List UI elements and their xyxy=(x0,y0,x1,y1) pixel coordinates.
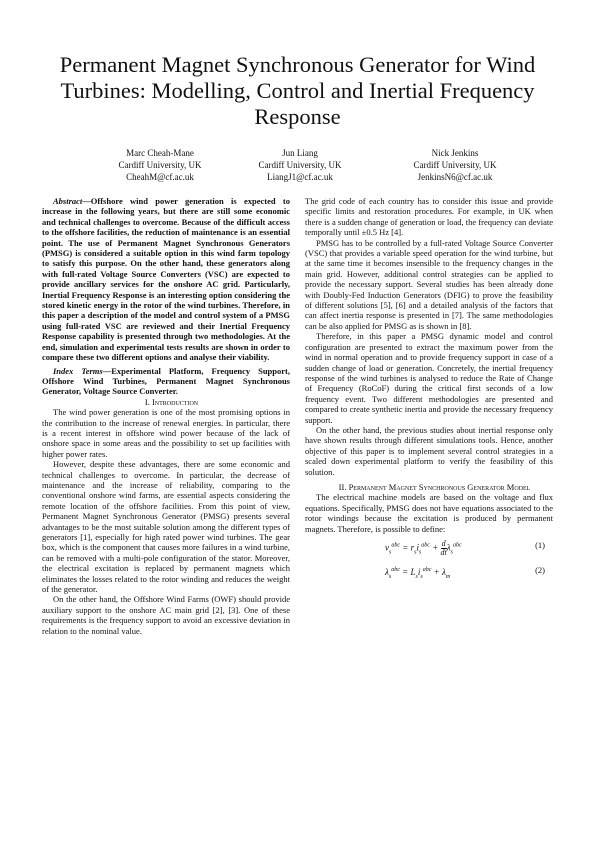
author-email: CheahM@cf.ac.uk xyxy=(126,172,194,182)
abstract-text: —Offshore wind power generation is expected to increase in the following years, but there are still some economic and technical challenges to overcome. Because of the difficult access to the offshore facilities, the reduction of maintenance is an essential point. The use of Permanent Magnet Synchronous Generators (PMSG) is considered a suitable option in this wind farm topology to satisfy this purpose. On the other hand, these generators along with full-rated Voltage Source Converters (VSC) are expected to provide ancillary services for the onshore AC grid. Particularly, Inertial Frequency Response is an interesting option considering the stored kinetic energy in the rotor of the wind turbines. Therefore, in this paper a description of the model and control system of a PMSG using full-rated VSC are reviewed and their Inertial Frequency Response capability is presented through two methodologies. At the end, simulation and experimental tests results are shown in order to compare these two different options and analyse their viability. xyxy=(42,196,290,363)
abstract xyxy=(42,196,290,363)
paper-title: Permanent Magnet Synchronous Generator for Wind Turbines: Modelling, Control and Inertial Frequency Response xyxy=(59,52,536,129)
section-2-title: Permanent Magnet Synchronous Generator Model xyxy=(348,481,531,492)
section-1-title: Introduction xyxy=(151,396,199,407)
author-email: JenkinsN6@cf.ac.uk xyxy=(417,172,493,182)
section-2-heading xyxy=(305,482,553,492)
abstract-lead: Abstract xyxy=(53,196,83,206)
author-email: LiangJ1@cf.ac.uk xyxy=(267,172,333,182)
author-name: Nick Jenkins xyxy=(431,148,479,158)
author-name: Jun Liang xyxy=(282,148,318,158)
index-terms-text: —Experimental Platform, Frequency Support, Offshore Wind Turbines, Permanent Magnet Synchronous Generator, Voltage Source Converter. xyxy=(42,365,290,397)
section-1-paragraph: The wind power generation is one of the most promising options in the contribution to the increase of renewal energies. In particular, there is a recent interest in offshore wind power because of the lack of onshore space in some areas and the possibility to set up facilities with higher power rates. xyxy=(42,407,290,459)
body-paragraph: On the other hand, the previous studies about inertial response only have shown results through different simulations tools. Hence, another objective of this paper is to implement several control strategies in a scaled down experimental platform to verify the feasibility of this solution. xyxy=(305,424,553,477)
body-paragraph: PMSG has to be controlled by a full-rated Voltage Source Converter (VSC) that provides a variable speed operation for the wind turbine, but at the same time it becomes insensible to the frequency changes in the main grid. However, additional control strategies can be applied to provide the necessary support. Several studies has been already done with Doubly-Fed Induction Generators (DFIG) to prove the feasibility of different solutions [5], [6] and a detailed analysis of the factors that can affect inertia response is presented in [7]. The same methodologies can be also applied for PMSG as is shown in [8]. xyxy=(305,237,553,331)
equation-2-number: (2) xyxy=(535,565,545,575)
section-2-paragraph: The electrical machine models are based on the voltage and flux equations. Specifically, PMSG does not have equations associated to the rotor windings because the excitation is produced by permanent magnets. Therefore, is possible to define: xyxy=(305,492,553,534)
section-1-paragraph: On the other hand, the Offshore Wind Farms (OWF) should provide auxiliary support to the onshore AC main grid [2], [3]. One of these requirements is the frequency support to avoid an excessive deviation in relation to the nominal value. xyxy=(42,594,290,636)
index-terms-lead: Index Terms xyxy=(53,365,103,376)
author-2 xyxy=(220,147,380,183)
right-column xyxy=(305,196,553,587)
equation-1-number: (1) xyxy=(535,540,545,550)
section-1-number: I. xyxy=(144,396,150,407)
author-affiliation: Cardiff University, UK xyxy=(413,160,497,170)
body-paragraph: Therefore, in this paper a PMSG dynamic model and control configuration are presented to extract the maximum power from the wind in normal operation and to provide frequency support in case of a sudden change of load or generation. Concretely, the inertial frequency response of the wind turbines is analysed to reduce the Rate of Change of Frequency (RoCoF) during the critical first seconds of a low frequency event. Two different methodologies are presented and compared to create synthetic inertia and provide the necessary frequency support. xyxy=(305,331,553,425)
author-1 xyxy=(80,147,240,183)
section-1-heading xyxy=(42,397,290,407)
index-terms xyxy=(42,366,290,397)
author-3 xyxy=(375,147,535,183)
left-column xyxy=(42,196,290,636)
author-affiliation: Cardiff University, UK xyxy=(258,160,342,170)
body-paragraph: The grid code of each country has to consider this issue and provide specific limits and restoration procedures. For example, in UK when there is a sudden change of generation or load, the frequency can deviate temporally until ±0.5 Hz [4]. xyxy=(305,196,553,238)
equation-2-body: $\lambda_s^{abc} = L_si_s^{abc} + \lambda_m$ xyxy=(385,567,451,580)
equation-2 xyxy=(305,562,553,584)
equation-1 xyxy=(305,537,553,559)
section-1-paragraph: However, despite these advantages, there are some economic and technical challenges to overcome. In particular, the decrease of maintenance and the increase of reliability, comparing to the conventional onshore wind farms, are essential aspects considering the remote location of the offshore facilities. From this point of view, Permanent Magnet Synchronous Generator (PMSG) presents several advantages to be the most suitable solution among the different types of generators [1], especially for high rated power wind turbines. The gear box, which is the component that causes more failures in a wind turbine, can be removed with a multi-pole configuration of the stator. Moreover, the electrical excitation is replaced by permanent magnets which eliminates the losses related to the rotor winding and reduces the weight of the generator. xyxy=(42,459,290,595)
section-2-number: II. xyxy=(338,481,347,492)
author-name: Marc Cheah-Mane xyxy=(126,148,194,158)
author-affiliation: Cardiff University, UK xyxy=(118,160,202,170)
equation-1-body: $v_s^{abc} = r_si_s^{abc}$ + $\frac{d}{dt}$ $\lambda_s^{abc}$ xyxy=(385,539,462,557)
